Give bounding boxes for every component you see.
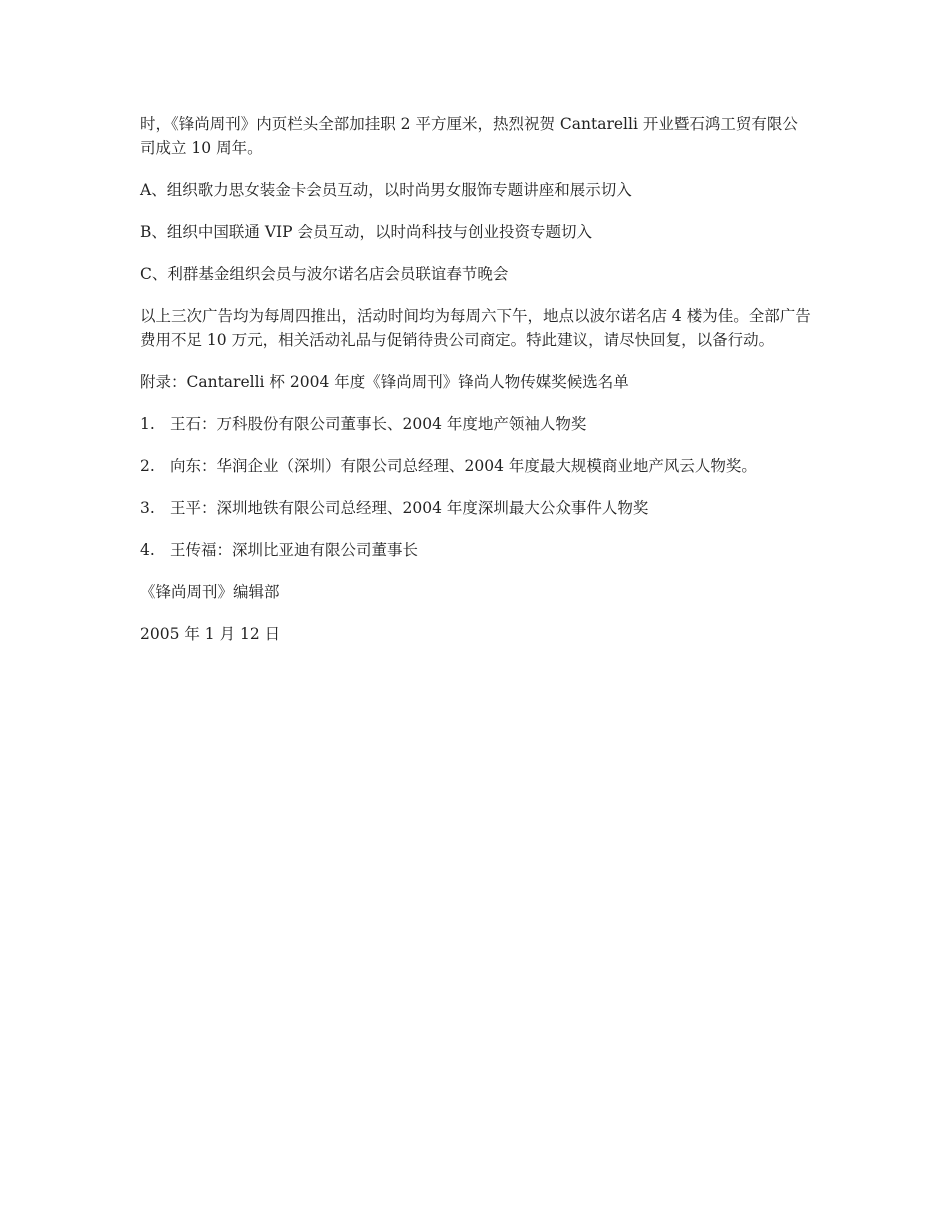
date: 2005 年 1 月 12 日 <box>140 625 281 643</box>
option-a: A、组织歌力思女装金卡会员互动，以时尚男女服饰专题讲座和展示切入 <box>140 181 632 199</box>
appendix-heading: 附录：Cantarelli 杯 2004 年度《锋尚周刊》锋尚人物传媒奖候选名单 <box>140 373 629 391</box>
list-item <box>140 496 812 520</box>
document-body <box>140 112 812 664</box>
list-item <box>140 454 812 478</box>
list-text: 王传福：深圳比亚迪有限公司董事长 <box>170 541 419 559</box>
list-item <box>140 412 812 436</box>
option-b: B、组织中国联通 VIP 会员互动，以时尚科技与创业投资专题切入 <box>140 223 592 241</box>
summary-paragraph: 以上三次广告均为每周四推出，活动时间均为每周六下午，地点以波尔诺名店 4 楼为佳。全部广告费用不足 10 万元，相关活动礼品与促销待贵公司商定。特此建议，请尽快回复，以备行动。 <box>140 307 811 349</box>
list-text: 王石：万科股份有限公司董事长、2004 年度地产领袖人物奖 <box>170 415 587 433</box>
list-text: 向东：华润企业（深圳）有限公司总经理、2004 年度最大规模商业地产风云人物奖。 <box>170 457 757 475</box>
option-c: C、利群基金组织会员与波尔诺名店会员联谊春节晚会 <box>140 265 509 283</box>
list-number: 1. <box>140 415 155 433</box>
list-number: 4. <box>140 541 155 559</box>
list-number: 3. <box>140 499 155 517</box>
intro-paragraph: 时，《锋尚周刊》内页栏头全部加挂职 2 平方厘米，热烈祝贺 Cantarelli 开业暨石鸿工贸有限公司成立 10 周年。 <box>140 115 798 157</box>
signature: 《锋尚周刊》编辑部 <box>140 583 280 601</box>
list-item <box>140 538 812 562</box>
list-text: 王平：深圳地铁有限公司总经理、2004 年度深圳最大公众事件人物奖 <box>170 499 649 517</box>
list-number: 2. <box>140 457 155 475</box>
